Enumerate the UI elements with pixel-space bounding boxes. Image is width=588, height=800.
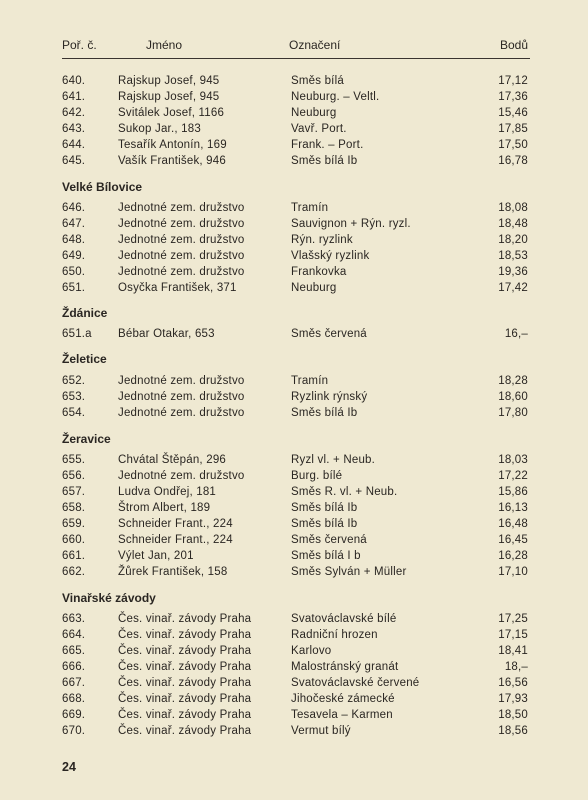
entry-number: 655. [62, 454, 86, 466]
entry-points: 18,20 [498, 234, 528, 246]
table-row [62, 107, 528, 123]
table-row [62, 250, 528, 266]
entry-designation: Směs červená [291, 328, 367, 340]
entry-name: Jednotné zem. družstvo [118, 250, 245, 262]
entry-name: Chvátal Štěpán, 296 [118, 454, 227, 466]
entry-designation: Tesavela – Karmen [291, 709, 393, 721]
entry-points: 15,46 [498, 107, 528, 119]
entry-designation: Svatováclavské bílé [291, 613, 397, 625]
table-row [62, 407, 528, 423]
entry-points: 19,36 [498, 266, 528, 278]
entry-number: 640. [62, 75, 86, 87]
entry-number: 641. [62, 91, 86, 103]
entry-name: Čes. vinař. závody Praha [118, 629, 252, 641]
entry-number: 646. [62, 202, 86, 214]
section-heading: Ždánice [62, 306, 108, 320]
entry-name: Čes. vinař. závody Praha [118, 661, 252, 673]
entry-designation: Radniční hrozen [291, 629, 378, 641]
entry-points: 18,– [504, 661, 528, 673]
entry-number: 642. [62, 107, 86, 119]
entry-name: Ludva Ondřej, 181 [118, 486, 217, 498]
entry-designation: Frank. – Port. [291, 139, 364, 151]
entry-number: 652. [62, 375, 86, 387]
table-row [62, 725, 528, 741]
entry-designation: Jihočeské zámecké [291, 693, 395, 705]
entry-points: 18,56 [498, 725, 528, 737]
entry-name: Čes. vinař. závody Praha [118, 725, 252, 737]
entry-points: 17,15 [498, 629, 528, 641]
entry-designation: Vlašský ryzlink [291, 250, 370, 262]
table-row [62, 202, 528, 218]
table-row [62, 123, 528, 139]
entry-points: 16,45 [498, 534, 528, 546]
entry-number: 658. [62, 502, 86, 514]
table-row [62, 534, 528, 550]
page-number: 24 [62, 760, 76, 774]
entry-points: 18,50 [498, 709, 528, 721]
entry-name: Jednotné zem. družstvo [118, 470, 245, 482]
entry-designation: Ryzl vl. + Neub. [291, 454, 376, 466]
entry-points: 17,10 [498, 566, 528, 578]
entry-designation: Směs bílá [291, 75, 344, 87]
entry-name: Čes. vinař. závody Praha [118, 677, 252, 689]
table-row [62, 661, 528, 677]
table-row [62, 139, 528, 155]
table-row [62, 375, 528, 391]
entry-name: Rajskup Josef, 945 [118, 91, 220, 103]
entry-number: 661. [62, 550, 86, 562]
table-row [62, 266, 528, 282]
entry-designation: Tramín [291, 202, 329, 214]
entry-name: Jednotné zem. družstvo [118, 391, 245, 403]
entry-points: 17,25 [498, 613, 528, 625]
entry-designation: Směs bílá I b [291, 550, 361, 562]
table-row [62, 391, 528, 407]
table-row [62, 454, 528, 470]
entry-designation: Směs R. vl. + Neub. [291, 486, 398, 498]
table-header [62, 38, 528, 54]
entry-points: 16,– [504, 328, 528, 340]
entry-name: Výlet Jan, 201 [118, 550, 194, 562]
entry-name: Tesařík Antonín, 169 [118, 139, 227, 151]
entry-number: 645. [62, 155, 86, 167]
entry-designation: Tramín [291, 375, 329, 387]
entry-points: 16,78 [498, 155, 528, 167]
entry-points: 17,50 [498, 139, 528, 151]
table-row [62, 502, 528, 518]
entry-points: 16,56 [498, 677, 528, 689]
entry-number: 662. [62, 566, 86, 578]
entry-points: 17,93 [498, 693, 528, 705]
entry-points: 15,86 [498, 486, 528, 498]
entry-number: 657. [62, 486, 86, 498]
entry-designation: Svatováclavské červené [291, 677, 420, 689]
section-heading: Vinařské závody [62, 591, 156, 605]
table-row [62, 645, 528, 661]
entry-number: 654. [62, 407, 86, 419]
entry-points: 18,48 [498, 218, 528, 230]
entry-number: 663. [62, 613, 86, 625]
entry-name: Osyčka František, 371 [118, 282, 237, 294]
entry-designation: Směs Sylván + Müller [291, 566, 407, 578]
section-heading: Žeravice [62, 432, 111, 446]
table-row [62, 234, 528, 250]
entry-number: 666. [62, 661, 86, 673]
entry-designation: Vavř. Port. [291, 123, 347, 135]
entry-designation: Směs bílá Ib [291, 502, 358, 514]
entry-designation: Směs červená [291, 534, 367, 546]
section-heading: Velké Bílovice [62, 180, 143, 194]
table-row [62, 566, 528, 582]
entry-points: 16,13 [498, 502, 528, 514]
table-row [62, 470, 528, 486]
table-row [62, 613, 528, 629]
entry-number: 647. [62, 218, 86, 230]
entry-number: 651.a [62, 328, 92, 340]
entry-points: 18,41 [498, 645, 528, 657]
header-divider [62, 58, 530, 59]
entry-name: Vašík František, 946 [118, 155, 226, 167]
header-number: Poř. č. [62, 38, 97, 52]
entry-designation: Burg. bílé [291, 470, 343, 482]
section-heading: Želetice [62, 352, 107, 366]
entry-name: Čes. vinař. závody Praha [118, 645, 252, 657]
entry-designation: Ryzlink rýnský [291, 391, 368, 403]
entry-number: 651. [62, 282, 86, 294]
table-row [62, 486, 528, 502]
entry-number: 659. [62, 518, 86, 530]
entry-designation: Směs bílá Ib [291, 518, 358, 530]
entry-designation: Malostránský granát [291, 661, 399, 673]
entry-designation: Neuburg [291, 282, 337, 294]
entry-name: Jednotné zem. družstvo [118, 234, 245, 246]
entry-points: 18,08 [498, 202, 528, 214]
entry-points: 17,36 [498, 91, 528, 103]
table-row [62, 629, 528, 645]
entry-name: Rajskup Josef, 945 [118, 75, 220, 87]
entry-number: 650. [62, 266, 86, 278]
entry-points: 17,85 [498, 123, 528, 135]
header-name: Jméno [146, 38, 183, 52]
entry-points: 17,12 [498, 75, 528, 87]
entry-number: 660. [62, 534, 86, 546]
entry-points: 18,60 [498, 391, 528, 403]
entry-points: 17,22 [498, 470, 528, 482]
table-row [62, 91, 528, 107]
entry-points: 17,42 [498, 282, 528, 294]
entry-name: Jednotné zem. družstvo [118, 407, 245, 419]
entry-name: Čes. vinař. závody Praha [118, 709, 252, 721]
entry-points: 18,53 [498, 250, 528, 262]
entry-number: 649. [62, 250, 86, 262]
table-row [62, 518, 528, 534]
table-row [62, 328, 528, 344]
entry-designation: Rýn. ryzlink [291, 234, 353, 246]
entry-number: 669. [62, 709, 86, 721]
entry-designation: Neuburg [291, 107, 337, 119]
entry-number: 644. [62, 139, 86, 151]
entry-designation: Vermut bílý [291, 725, 351, 737]
entry-number: 667. [62, 677, 86, 689]
entry-designation: Neuburg. – Veltl. [291, 91, 380, 103]
entry-name: Čes. vinař. závody Praha [118, 693, 252, 705]
entry-number: 670. [62, 725, 86, 737]
entry-designation: Karlovo [291, 645, 332, 657]
entry-name: Bébar Otakar, 653 [118, 328, 215, 340]
entry-number: 653. [62, 391, 86, 403]
entry-name: Svitálek Josef, 1166 [118, 107, 225, 119]
table-row [62, 550, 528, 566]
entry-number: 656. [62, 470, 86, 482]
entry-points: 18,28 [498, 375, 528, 387]
entry-points: 17,80 [498, 407, 528, 419]
entry-number: 668. [62, 693, 86, 705]
table-row [62, 693, 528, 709]
entry-name: Sukop Jar., 183 [118, 123, 201, 135]
entry-name: Jednotné zem. družstvo [118, 202, 245, 214]
entry-name: Štrom Albert, 189 [118, 502, 211, 514]
entry-name: Jednotné zem. družstvo [118, 218, 245, 230]
entry-number: 664. [62, 629, 86, 641]
header-designation: Označení [289, 38, 341, 52]
entry-points: 18,03 [498, 454, 528, 466]
table-row [62, 155, 528, 171]
header-points: Bodů [499, 38, 528, 52]
entry-number: 665. [62, 645, 86, 657]
table-row [62, 75, 528, 91]
entry-name: Schneider Frant., 224 [118, 518, 233, 530]
entry-points: 16,48 [498, 518, 528, 530]
table-row [62, 709, 528, 725]
entry-name: Jednotné zem. družstvo [118, 375, 245, 387]
entry-number: 648. [62, 234, 86, 246]
entry-designation: Směs bílá Ib [291, 407, 358, 419]
entry-name: Žůrek František, 158 [118, 566, 228, 578]
entry-designation: Frankovka [291, 266, 347, 278]
table-row [62, 218, 528, 234]
table-row [62, 282, 528, 298]
table-row [62, 677, 528, 693]
entry-designation: Sauvignon + Rýn. ryzl. [291, 218, 411, 230]
entry-designation: Směs bílá Ib [291, 155, 358, 167]
entry-name: Jednotné zem. družstvo [118, 266, 245, 278]
entry-name: Čes. vinař. závody Praha [118, 613, 252, 625]
entry-name: Schneider Frant., 224 [118, 534, 233, 546]
entry-points: 16,28 [498, 550, 528, 562]
entry-number: 643. [62, 123, 86, 135]
